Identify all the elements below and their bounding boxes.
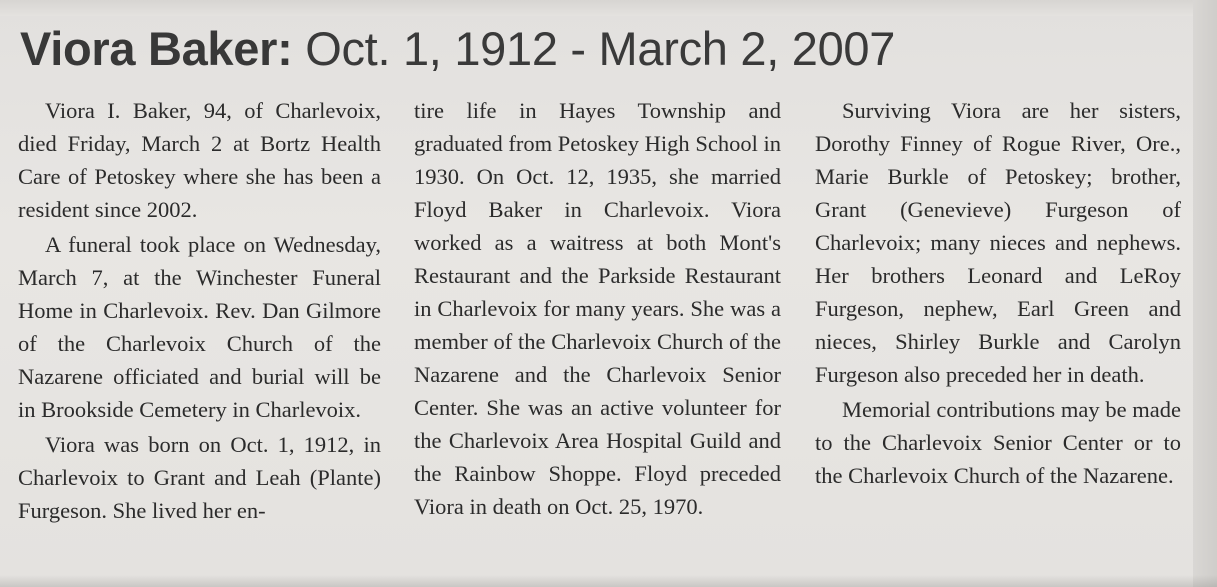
paragraph-memorials: Memorial contributions may be made to the Charlevoix Senior Center or to the Charlevoix Church of the Nazarene. <box>815 397 1181 488</box>
article-column-2 <box>414 94 781 523</box>
paragraph-birth: Viora was born on Oct. 1, 1912, in Charlevoix to Grant and Leah (Plante) Furgeson. She lived her en- <box>18 432 381 523</box>
headline-dates: Oct. 1, 1912 - March 2, 2007 <box>292 22 896 75</box>
bottom-edge-shadow <box>0 575 1217 587</box>
adjacent-page-edge <box>1193 0 1217 587</box>
article-column-3 <box>815 94 1181 492</box>
paragraph-funeral: A funeral took place on Wednesday, March 7, at the Winchester Funeral Home in Charlevoix. Rev. Dan Gilmore of the Charlevoix Church of the Nazarene officiated and burial will be in Brookside Cemetery in Charlevoix. <box>18 232 381 422</box>
headline-name: Viora Baker: <box>20 22 293 75</box>
article-column-1 <box>18 94 381 527</box>
paragraph-life-story: tire life in Hayes Township and graduated from Petoskey High School in 1930. On Oct. 12, 1935, she married Floyd Baker in Charlevoix. Viora worked as a waitress at both Mont's Restaurant and the Parkside Restaurant in Charlevoix for many years. She was a member of the Charlevoix Church of the Nazarene and the Charlevoix Senior Center. She was an active volunteer for the Charlevoix Area Hospital Guild and the Rainbow Shoppe. Floyd preceded Viora in death on Oct. 25, 1970. <box>414 98 781 519</box>
obituary-headline <box>20 22 895 76</box>
top-edge-strip <box>0 0 1217 16</box>
paragraph-survivors: Surviving Viora are her sisters, Dorothy Finney of Rogue River, Ore., Marie Burkle of Petoskey; brother, Grant (Genevieve) Furgeson of Charlevoix; many nieces and nephews. Her brothers Leonard and LeRoy Furgeson, nephew, Earl Green and nieces, Shirley Burkle and Carolyn Furgeson also preceded her in death. <box>815 98 1181 387</box>
paragraph-death-notice: Viora I. Baker, 94, of Charlevoix, died Friday, March 2 at Bortz Health Care of Petoskey where she has been a resident since 2002. <box>18 98 381 222</box>
